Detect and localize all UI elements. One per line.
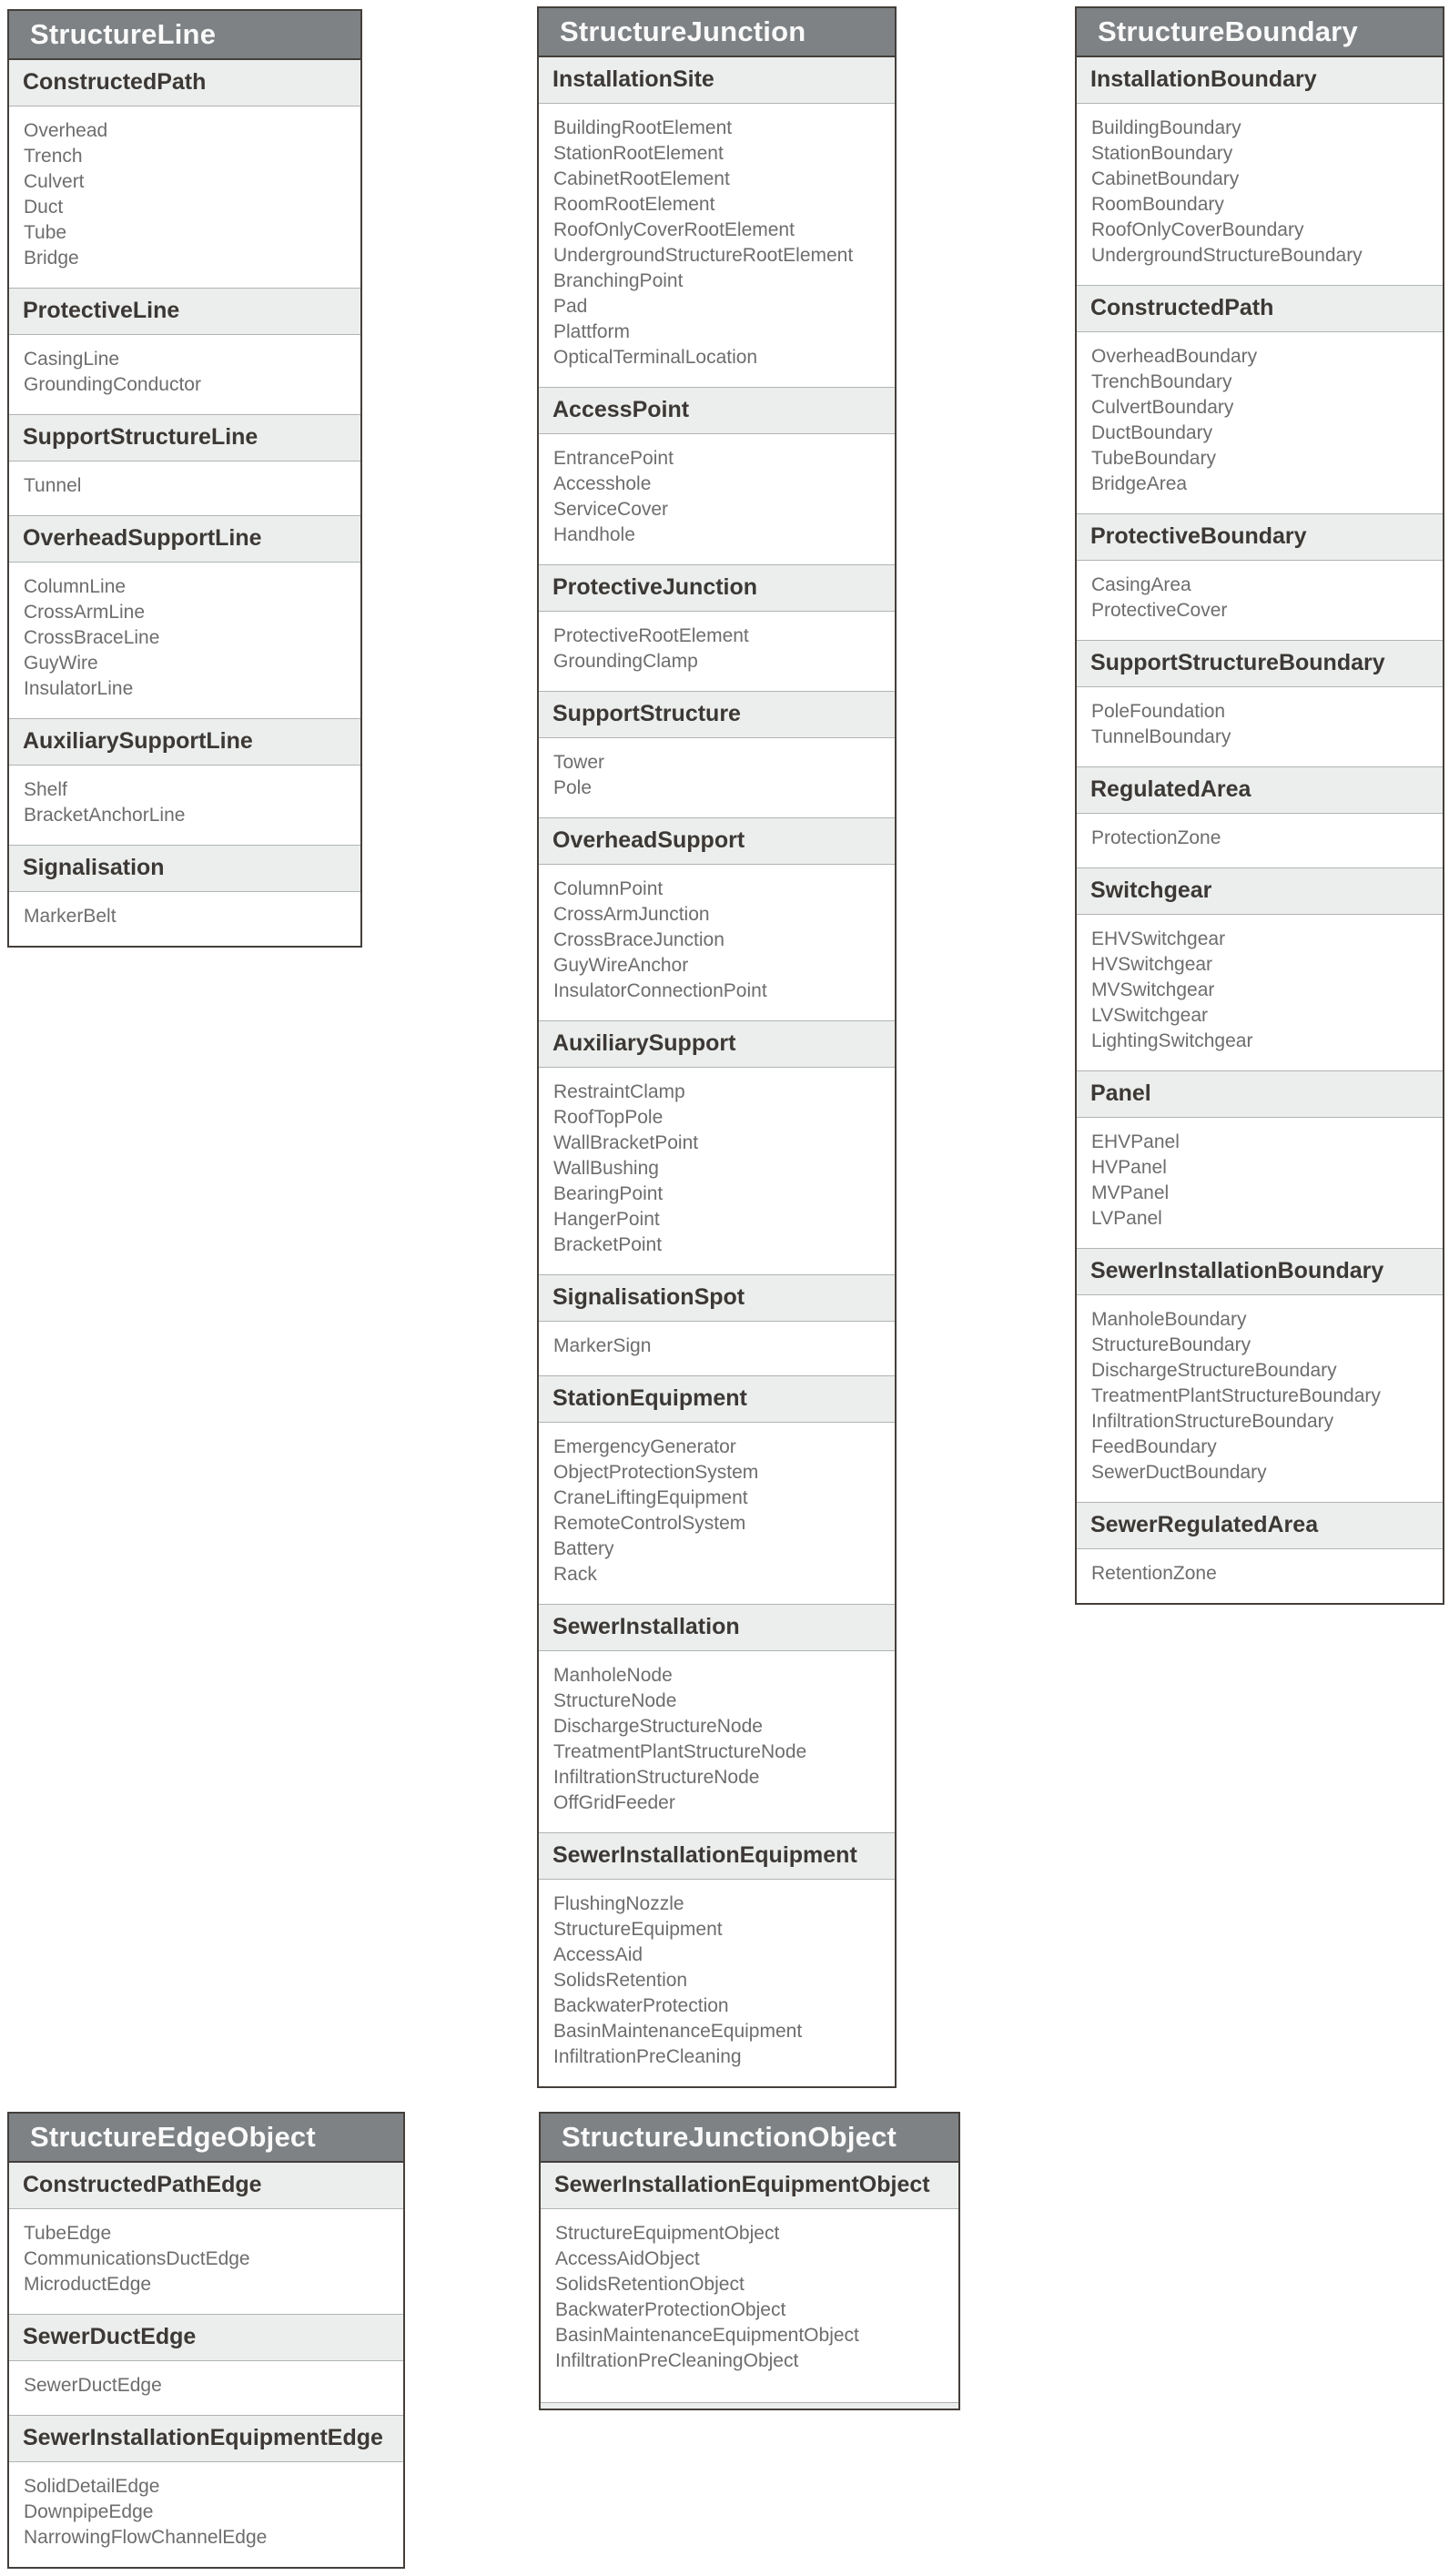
list-item: WallBushing xyxy=(553,1158,659,1179)
section-header: RegulatedArea xyxy=(1077,766,1443,814)
list-item: Handhole xyxy=(553,524,635,545)
section-header: SewerDuctEdge xyxy=(9,2314,403,2361)
list-item: EHVPanel xyxy=(1091,1131,1180,1152)
list-item: SewerDuctBoundary xyxy=(1091,1462,1267,1483)
section-items xyxy=(1077,104,1443,285)
box-title: StructureLine xyxy=(9,11,360,60)
list-item: ProtectiveRootElement xyxy=(553,625,749,646)
list-item: ManholeBoundary xyxy=(1091,1309,1247,1330)
list-item: Overhead xyxy=(24,120,108,141)
list-item: Tower xyxy=(553,752,605,773)
list-item: RestraintClamp xyxy=(553,1081,685,1102)
section-header: ProtectiveBoundary xyxy=(1077,513,1443,561)
list-item: TubeEdge xyxy=(24,2223,112,2244)
list-item: MarkerBelt xyxy=(24,906,117,927)
list-item: InfiltrationPreCleaning xyxy=(553,2046,742,2067)
box-title: StructureBoundary xyxy=(1077,8,1443,57)
list-item: DischargeStructureBoundary xyxy=(1091,1360,1337,1381)
section-items xyxy=(539,1651,895,1832)
section-header: SewerInstallationBoundary xyxy=(1077,1248,1443,1295)
list-item: BasinMaintenanceEquipmentObject xyxy=(555,2325,859,2346)
list-item: InfiltrationStructureBoundary xyxy=(1091,1411,1334,1432)
list-item: OffGridFeeder xyxy=(553,1792,675,1813)
class-box-structureboundary xyxy=(1075,6,1444,1605)
section-header: OverheadSupport xyxy=(539,817,895,865)
list-item: NarrowingFlowChannelEdge xyxy=(24,2527,268,2548)
list-item: Tube xyxy=(24,222,67,243)
section-header: SewerRegulatedArea xyxy=(1077,1502,1443,1549)
section-items xyxy=(9,766,360,845)
list-item: TreatmentPlantStructureBoundary xyxy=(1091,1385,1381,1406)
list-item: DischargeStructureNode xyxy=(553,1716,763,1737)
list-item: SolidsRetention xyxy=(553,1970,688,1991)
list-item: FeedBoundary xyxy=(1091,1436,1217,1457)
section-header: SewerInstallationEquipment xyxy=(539,1832,895,1880)
section-header: ProtectiveLine xyxy=(9,288,360,335)
list-item: RemoteControlSystem xyxy=(553,1513,746,1534)
list-item: WallBracketPoint xyxy=(553,1132,699,1153)
section-header: InstallationSite xyxy=(539,57,895,104)
section-items xyxy=(1077,1118,1443,1248)
list-item: BranchingPoint xyxy=(553,270,684,291)
list-item: PoleFoundation xyxy=(1091,701,1226,722)
list-item: BridgeArea xyxy=(1091,473,1188,494)
section-items xyxy=(1077,332,1443,513)
list-item: RetentionZone xyxy=(1091,1563,1217,1584)
list-item: Duct xyxy=(24,197,64,218)
list-item: CrossBraceJunction xyxy=(553,929,724,950)
list-item: Tunnel xyxy=(24,475,82,496)
list-item: TunnelBoundary xyxy=(1091,726,1231,747)
list-item: CrossArmJunction xyxy=(553,904,710,925)
list-item: BackwaterProtection xyxy=(553,1995,729,2016)
list-item: RoomBoundary xyxy=(1091,194,1224,215)
list-item: StationRootElement xyxy=(553,143,724,164)
section-header: AuxiliarySupportLine xyxy=(9,718,360,766)
list-item: RoomRootElement xyxy=(553,194,715,215)
section-header: AccessPoint xyxy=(539,387,895,434)
list-item: InsulatorConnectionPoint xyxy=(553,980,767,1001)
list-item: EHVSwitchgear xyxy=(1091,928,1226,949)
list-item: AccessAidObject xyxy=(555,2248,700,2269)
list-item: BuildingRootElement xyxy=(553,117,733,138)
list-item: ProtectionZone xyxy=(1091,827,1221,848)
list-item: TreatmentPlantStructureNode xyxy=(553,1741,807,1762)
section-items xyxy=(9,563,360,718)
section-header: AuxiliarySupport xyxy=(539,1020,895,1068)
list-item: CrossBraceLine xyxy=(24,627,160,648)
list-item: HangerPoint xyxy=(553,1209,660,1230)
list-item: CraneLiftingEquipment xyxy=(553,1487,748,1508)
list-item: Accesshole xyxy=(553,473,652,494)
list-item: Trench xyxy=(24,146,83,167)
section-items xyxy=(1077,687,1443,766)
section-header: ProtectiveJunction xyxy=(539,564,895,612)
list-item: EmergencyGenerator xyxy=(553,1436,736,1457)
list-item: BearingPoint xyxy=(553,1183,664,1204)
list-item: BackwaterProtectionObject xyxy=(555,2299,786,2320)
section-header: SupportStructure xyxy=(539,691,895,738)
list-item: CasingArea xyxy=(1091,574,1191,595)
class-box-structureedgeobject xyxy=(7,2112,405,2569)
section-header: ConstructedPath xyxy=(1077,285,1443,332)
section-header: Switchgear xyxy=(1077,867,1443,915)
section-items xyxy=(539,1423,895,1604)
list-item: ServiceCover xyxy=(553,499,669,520)
list-item: Plattform xyxy=(553,321,631,342)
list-item: DuctBoundary xyxy=(1091,422,1213,443)
section-header: ConstructedPath xyxy=(9,60,360,106)
section-header: SignalisationSpot xyxy=(539,1274,895,1322)
list-item: StructureNode xyxy=(553,1690,677,1711)
list-item: RoofOnlyCoverBoundary xyxy=(1091,219,1304,240)
list-item: ManholeNode xyxy=(553,1665,673,1686)
list-item: EntrancePoint xyxy=(553,448,674,469)
class-box-structurejunction xyxy=(537,6,897,2088)
list-item: InsulatorLine xyxy=(24,678,134,699)
section-items xyxy=(1077,814,1443,867)
section-header: ConstructedPathEdge xyxy=(9,2163,403,2209)
section-items xyxy=(9,335,360,414)
list-item: Bridge xyxy=(24,248,79,269)
list-item: GroundingConductor xyxy=(24,374,201,395)
section-header: StationEquipment xyxy=(539,1375,895,1423)
list-item: CulvertBoundary xyxy=(1091,397,1234,418)
list-item: SewerDuctEdge xyxy=(24,2375,162,2396)
class-box-structureline xyxy=(7,9,362,948)
section-header: SewerInstallation xyxy=(539,1604,895,1651)
list-item: OpticalTerminalLocation xyxy=(553,347,758,368)
section-header: OverheadSupportLine xyxy=(9,515,360,563)
section-items xyxy=(539,612,895,691)
list-item: MicroductEdge xyxy=(24,2274,152,2295)
section-items xyxy=(9,2361,403,2415)
list-item: LVSwitchgear xyxy=(1091,1005,1209,1026)
section-header: SupportStructureLine xyxy=(9,414,360,461)
list-item: Battery xyxy=(553,1538,614,1559)
list-item: BuildingBoundary xyxy=(1091,117,1241,138)
list-item: UndergroundStructureRootElement xyxy=(553,245,854,266)
list-item: StationBoundary xyxy=(1091,143,1233,164)
list-item: GuyWire xyxy=(24,653,98,674)
section-items xyxy=(9,2462,403,2567)
list-item: RoofOnlyCoverRootElement xyxy=(553,219,795,240)
class-box-structurejunctionobject xyxy=(539,2112,960,2410)
section-items xyxy=(1077,561,1443,640)
box-title: StructureEdgeObject xyxy=(9,2114,403,2163)
list-item: StructureEquipmentObject xyxy=(555,2223,780,2244)
list-item: Pole xyxy=(553,777,593,798)
list-item: ColumnPoint xyxy=(553,878,664,899)
section-header: SupportStructureBoundary xyxy=(1077,640,1443,687)
list-item: CasingLine xyxy=(24,349,120,370)
list-item: StructureEquipment xyxy=(553,1919,723,1940)
section-header: SewerInstallationEquipmentObject xyxy=(541,2163,958,2209)
list-item: BracketPoint xyxy=(553,1234,663,1255)
list-item: ObjectProtectionSystem xyxy=(553,1462,759,1483)
list-item: Rack xyxy=(553,1564,597,1585)
section-items xyxy=(539,434,895,564)
list-item: GroundingClamp xyxy=(553,651,698,672)
list-item: UndergroundStructureBoundary xyxy=(1091,245,1363,266)
list-item: Shelf xyxy=(24,779,67,800)
list-item: MVSwitchgear xyxy=(1091,979,1215,1000)
section-header: SewerInstallationEquipmentEdge xyxy=(9,2415,403,2462)
list-item: GuyWireAnchor xyxy=(553,955,689,976)
section-items xyxy=(1077,1295,1443,1502)
box-title: StructureJunction xyxy=(539,8,895,57)
list-item: FlushingNozzle xyxy=(553,1893,684,1914)
list-item: HVSwitchgear xyxy=(1091,954,1213,975)
box-title: StructureJunctionObject xyxy=(541,2114,958,2163)
list-item: MarkerSign xyxy=(553,1335,652,1356)
section-items xyxy=(539,865,895,1020)
list-item: CommunicationsDuctEdge xyxy=(24,2248,250,2269)
list-item: Pad xyxy=(553,296,588,317)
section-items xyxy=(539,1068,895,1274)
section-items xyxy=(1077,1549,1443,1603)
list-item: SolidsRetentionObject xyxy=(555,2274,745,2295)
section-items xyxy=(539,738,895,817)
section-header: Panel xyxy=(1077,1070,1443,1118)
list-item: InfiltrationPreCleaningObject xyxy=(555,2350,799,2371)
section-items xyxy=(539,104,895,387)
list-item: LightingSwitchgear xyxy=(1091,1030,1253,1051)
list-item: ColumnLine xyxy=(24,576,127,597)
list-item: HVPanel xyxy=(1091,1157,1167,1178)
list-item: CabinetRootElement xyxy=(553,168,730,189)
list-item: InfiltrationStructureNode xyxy=(553,1767,760,1788)
list-item: RoofTopPole xyxy=(553,1107,664,1128)
footer-strip xyxy=(541,2402,958,2409)
section-items xyxy=(9,106,360,288)
section-header: InstallationBoundary xyxy=(1077,57,1443,104)
list-item: CrossArmLine xyxy=(24,602,146,623)
list-item: StructureBoundary xyxy=(1091,1334,1251,1355)
list-item: CabinetBoundary xyxy=(1091,168,1240,189)
list-item: BracketAnchorLine xyxy=(24,805,186,826)
section-items xyxy=(9,461,360,515)
section-header: Signalisation xyxy=(9,845,360,892)
section-items xyxy=(9,892,360,946)
section-items xyxy=(539,1322,895,1375)
section-items xyxy=(541,2209,958,2402)
section-items xyxy=(1077,915,1443,1070)
list-item: SolidDetailEdge xyxy=(24,2476,160,2497)
section-items xyxy=(539,1880,895,2086)
list-item: BasinMaintenanceEquipment xyxy=(553,2021,803,2042)
list-item: AccessAid xyxy=(553,1944,643,1965)
list-item: TubeBoundary xyxy=(1091,448,1216,469)
list-item: ProtectiveCover xyxy=(1091,600,1228,621)
list-item: DownpipeEdge xyxy=(24,2501,154,2522)
list-item: MVPanel xyxy=(1091,1182,1170,1203)
list-item: LVPanel xyxy=(1091,1208,1162,1229)
list-item: Culvert xyxy=(24,171,85,192)
list-item: OverheadBoundary xyxy=(1091,346,1258,367)
section-items xyxy=(9,2209,403,2314)
list-item: TrenchBoundary xyxy=(1091,371,1232,392)
